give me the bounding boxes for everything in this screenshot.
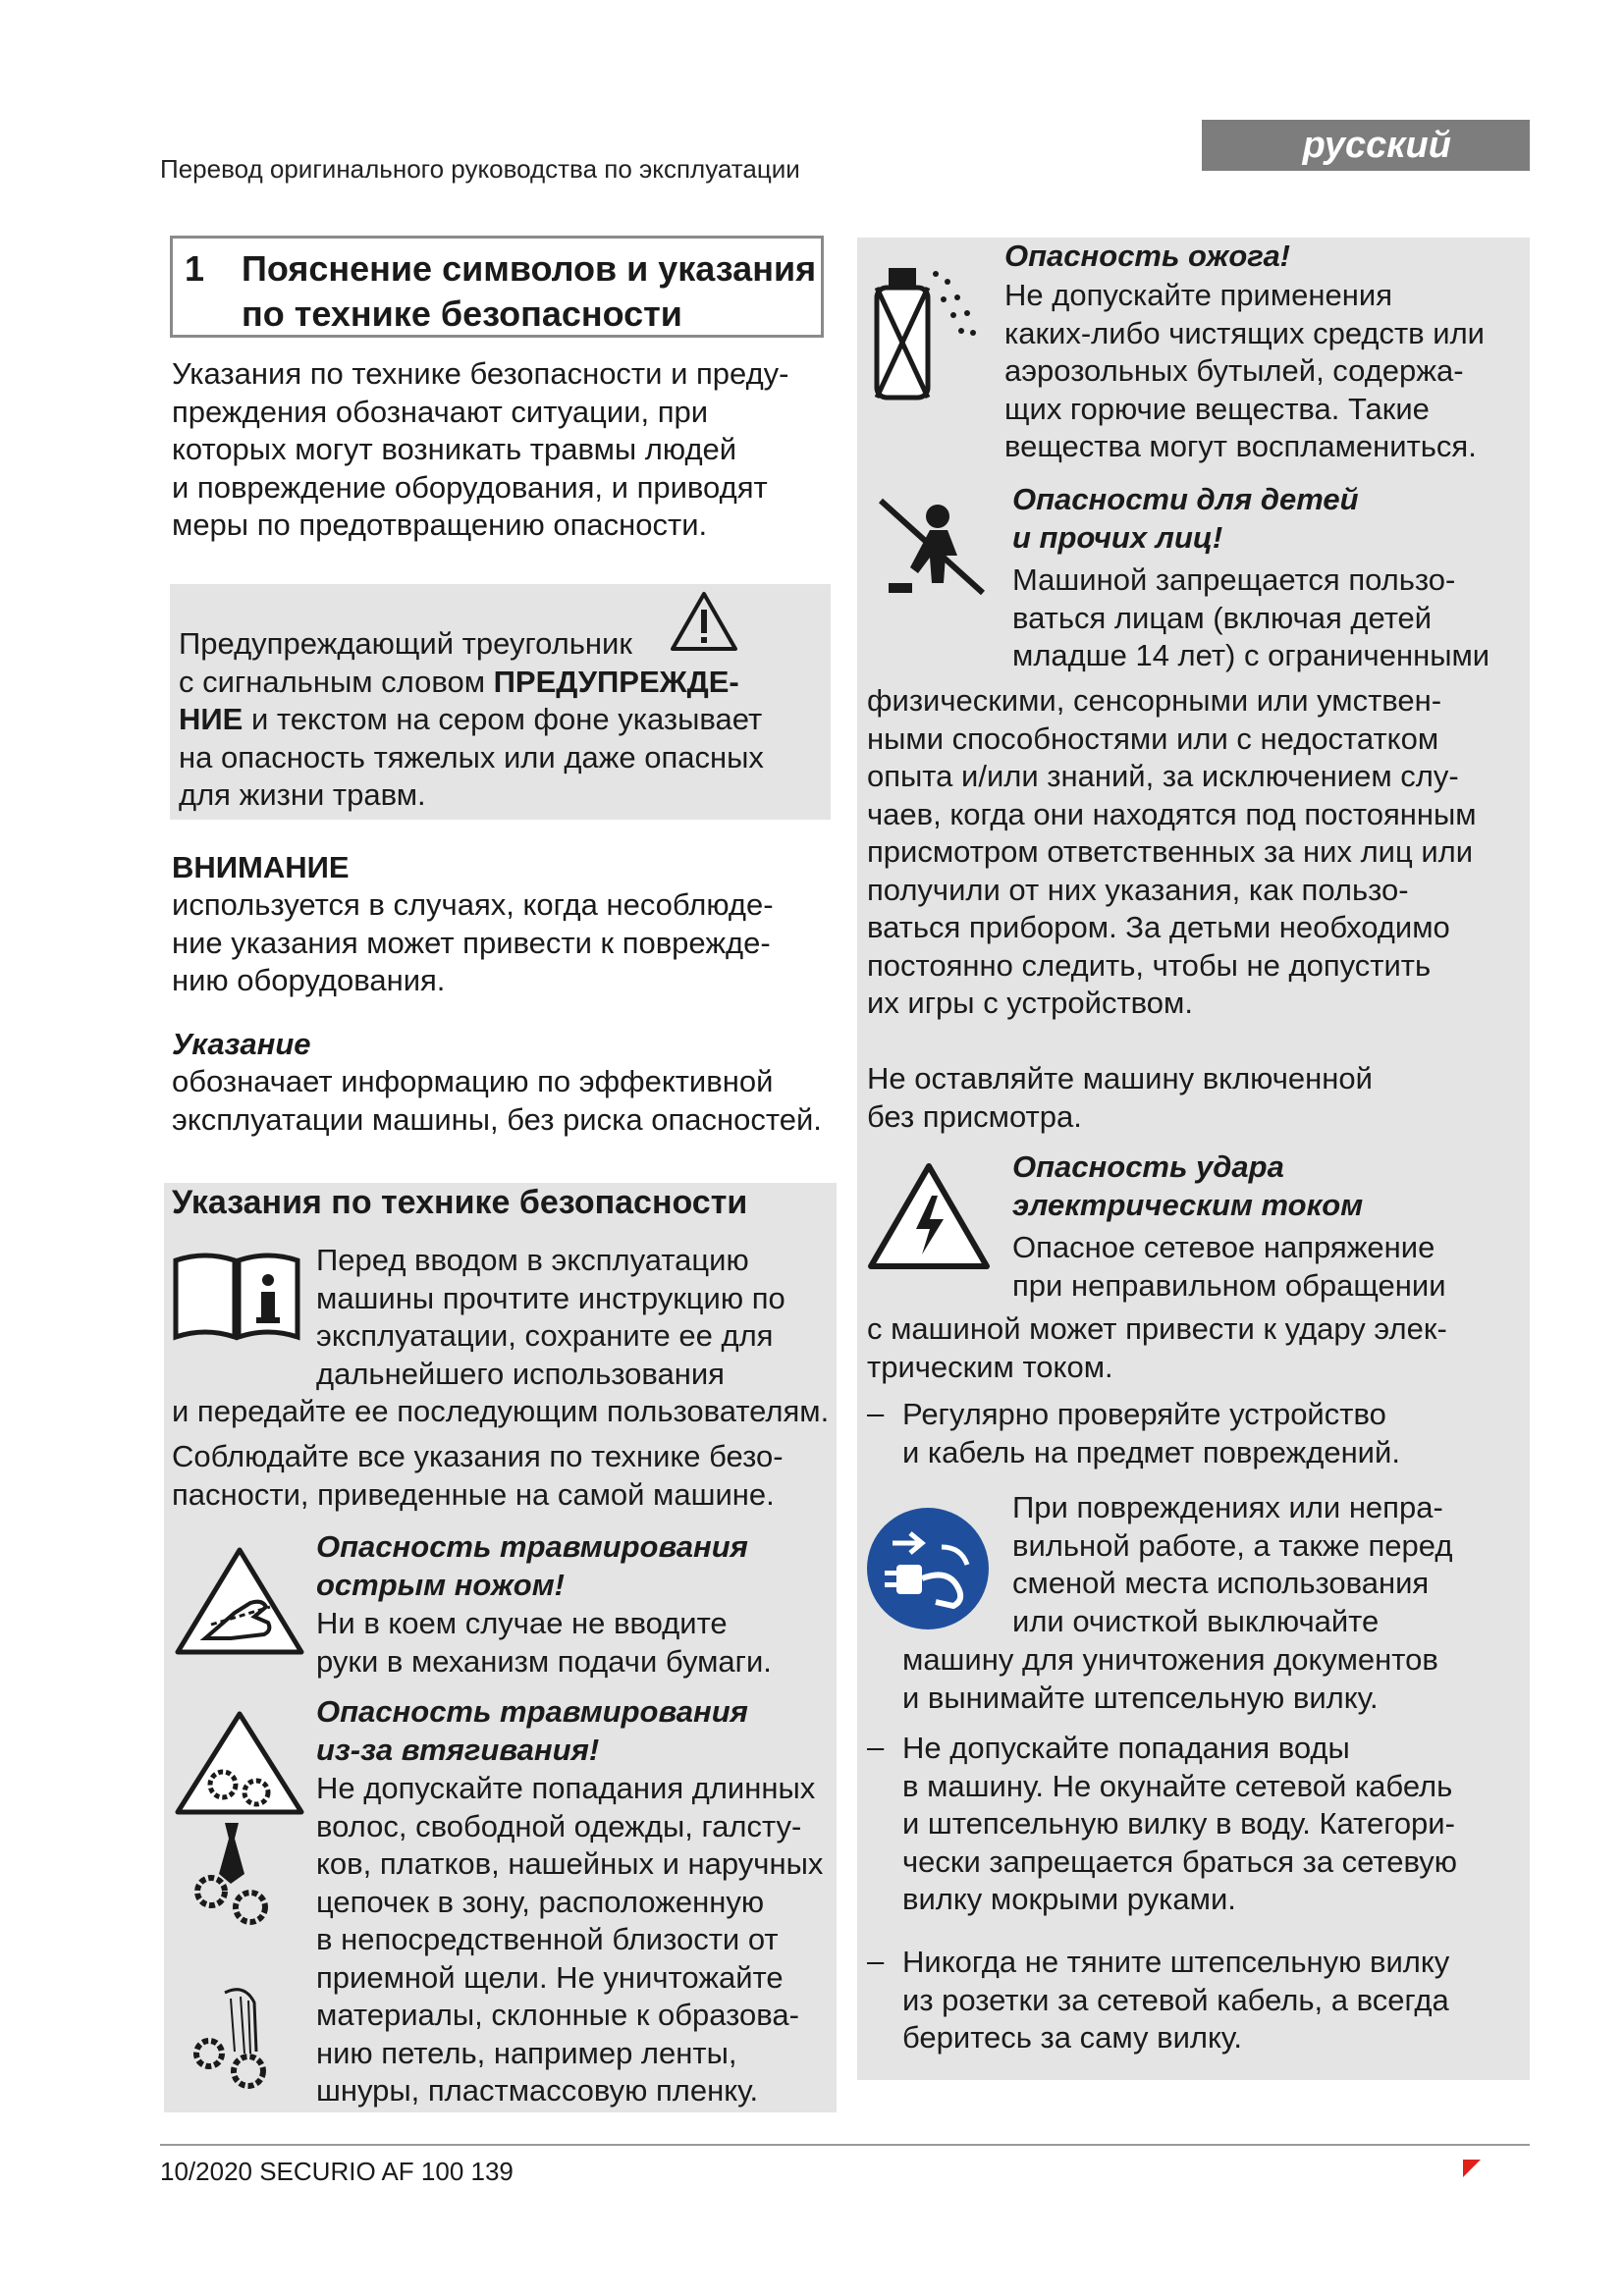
burn-warning-title: Опасность ожога! [1004,239,1291,273]
hair-in-gears-icon [186,1983,280,2091]
entanglement-warning-text: Не допускайте попадания длинных волос, свободной одежды, галсту- ков, платков, нашейных и наручных цепочек в зону, расположенную в непосредственной близости от приемной щели. Не уничтожайте материалы, склонные к образова- нию петель, например ленты, шнуры, пластмассовую пленку. [316,1771,824,2108]
header-note: Перевод оригинального руководства по эксплуатации [160,154,800,184]
language-badge: русский [1202,120,1530,171]
unplug-text: При повреждениях или непра- вильной работе, а также перед сменой места использования или очисткой выключайте [1012,1490,1453,1638]
corner-mark-icon [1463,2160,1481,2177]
footer-text: 10/2020 SECURIO AF 100 139 [160,2157,514,2186]
unattended-text: Не оставляйте машину включенной без присмотра. [867,1061,1373,1134]
no-spray-icon [865,252,983,409]
unplug-mandatory-icon [863,1504,993,1633]
bullet-dash: – [867,1730,885,1764]
children-warning-text: Машиной запрещается пользо- ваться лицам (включая детей младше 14 лет) с ограниченными [1012,562,1490,672]
attention-text: используется в случаях, когда несоблюде- ние указания может привести к поврежде- нию оборудования. [172,887,774,997]
observe-text: Соблюдайте все указания по технике безо- пасности, приведенные на самой машине. [172,1439,784,1512]
shock-warning-text-cont: с машиной может привести к удару элек- трическим током. [867,1311,1447,1384]
bullet-no-water: Не допускайте попадания воды в машину. Не окунайте сетевой кабель и штепсельную вилку в воду. Категори- чески запрещается браться за сетевую вилку мокрыми руками. [902,1731,1458,1916]
warning-box [170,584,831,820]
bullet-dash: – [867,1396,885,1430]
children-warning-title: Опасности для детей и прочих лиц! [1012,482,1359,555]
section-title-box [170,236,824,338]
burn-warning-text: Не допускайте применения каких-либо чистящих средств или аэрозольных бутылей, содержа- щих горючие вещества. Такие вещества могут воспламениться. [1004,278,1485,463]
sharp-knife-warning-icon [172,1544,307,1658]
warning-box-text: Предупреждающий треугольник с сигнальным словом ПРЕДУПРЕЖДЕ- НИЕ и текстом на сером фоне указывает на опасность тяжелых или даже опасных для жизни травм. [179,626,764,812]
safety-title: Указания по технике безопасности [172,1184,748,1221]
attention-title: ВНИМАНИЕ [172,850,350,884]
footer-divider [160,2144,1530,2146]
manual-text: Перед вводом в эксплуатацию машины прочтите инструкцию по эксплуатации, сохраните ее для дальнейшего использования [316,1243,785,1391]
section-number: 1 [185,248,205,289]
shock-warning-title: Опасность удара электрическим током [1012,1149,1364,1222]
knife-warning-title: Опасность травмирования острым ножом! [316,1529,748,1602]
unplug-text-cont: машину для уничтожения документов и вынимайте штепсельную вилку. [902,1642,1438,1715]
intro-paragraph: Указания по технике безопасности и преду- преждения обозначают ситуации, при которых могут возникать травмы людей и повреждение оборудования, и приводят меры по предотвращению опасности. [172,356,789,542]
electric-shock-icon [865,1160,993,1274]
knife-warning-text: Ни в коем случае не вводите руки в механизм подачи бумаги. [316,1606,772,1679]
note-title: Указание [172,1027,311,1061]
tie-in-gears-icon [186,1819,280,1927]
manual-text-cont: и передайте ее последующим пользователям. [172,1394,830,1428]
note-text: обозначает информацию по эффективной эксплуатации машины, без риска опасностей. [172,1064,822,1137]
entanglement-warning-title: Опасность травмирования из-за втягивания! [316,1694,748,1767]
read-manual-icon [172,1247,301,1345]
children-warning-text-cont: физическими, сенсорными или умствен- ными способностями или с недостатком опыта и/или знаний, за исключением слу- чаев, когда они находятся под постоянным присмотром ответственных за них лиц или получили от них указания, как пользо- ваться прибором. За детьми необходимо постоянно следить, чтобы не допустить их игры с устройством. [867,683,1477,1020]
bullet-check-cable: Регулярно проверяйте устройство и кабель на предмет повреждений. [902,1397,1400,1469]
bullet-dash: – [867,1944,885,1978]
bullet-pull-plug: Никогда не тяните штепсельную вилку из розетки за сетевой кабель, а всегда беритесь за саму вилку. [902,1945,1450,2055]
section-title: Пояснение символов и указания по технике безопасности [242,248,817,334]
entanglement-warning-icon [172,1708,307,1818]
right-safety-box [857,238,1530,2080]
no-children-icon [875,495,993,603]
safety-box [164,1183,837,2112]
shock-warning-text: Опасное сетевое напряжение при неправильном обращении [1012,1230,1446,1303]
